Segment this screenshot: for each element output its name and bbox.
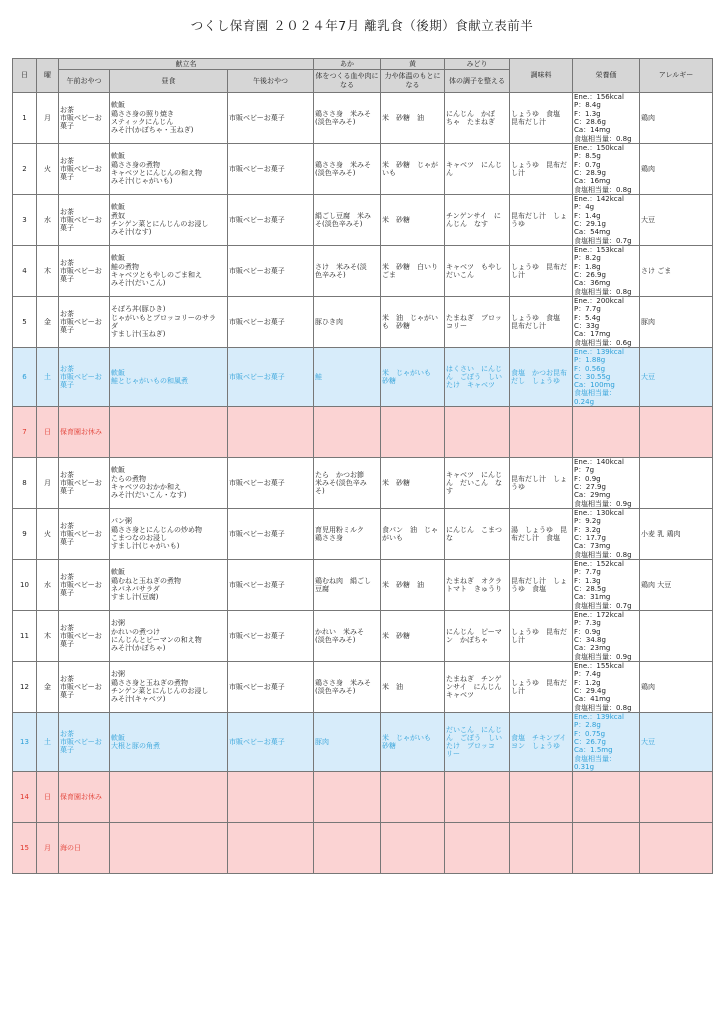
- nutrition-cell: Ene.：150kcal P：8.5g F：0.7g C：28.9g Ca：16mg 食塩相当量：0.8g: [573, 144, 640, 195]
- allergy-cell: 大豆: [640, 713, 713, 772]
- red-group-cell: 鮭: [314, 348, 381, 407]
- seasoning-cell: しょうゆ 昆布だ し汁: [510, 246, 573, 297]
- menu-row-day-13: [13, 713, 713, 772]
- green-group-cell: [445, 407, 510, 458]
- menu-row-day-10: [13, 560, 713, 611]
- morning-snack-cell: お茶 市販ベビーお 菓子: [59, 144, 110, 195]
- yellow-group-cell: 米 砂糖: [381, 611, 445, 662]
- day-cell: 15: [13, 823, 37, 874]
- afternoon-snack-cell: 市販ベビーお菓子: [228, 458, 314, 509]
- nutrition-cell: Ene.：200kcal P：7.7g F：5.4g C：33g Ca：17mg 食塩相当量：0.6g: [573, 297, 640, 348]
- lunch-cell: 軟飯 鶏ささ身の煮物 キャベツとにんじんの和え物 みそ汁(じゃがいも): [110, 144, 228, 195]
- day-cell: 14: [13, 772, 37, 823]
- menu-row-day-6: [13, 348, 713, 407]
- seasoning-cell: 昆布だし汁 しょ うゆ: [510, 458, 573, 509]
- green-group-cell: チンゲンサイ に んじん なす: [445, 195, 510, 246]
- day-cell: 13: [13, 713, 37, 772]
- nutrition-cell: Ene.：153kcal P：8.2g F：1.8g C：26.9g Ca：36mg 食塩相当量：0.8g: [573, 246, 640, 297]
- afternoon-snack-cell: 市販ベビーお菓子: [228, 195, 314, 246]
- afternoon-snack-cell: 市販ベビーお菓子: [228, 560, 314, 611]
- day-cell: 12: [13, 662, 37, 713]
- menu-row-day-11: [13, 611, 713, 662]
- lunch-cell: [110, 823, 228, 874]
- seasoning-cell: しょうゆ 食塩 昆布だし汁: [510, 297, 573, 348]
- red-group-cell: [314, 772, 381, 823]
- red-group-cell: [314, 407, 381, 458]
- menu-row-day-15: [13, 823, 713, 874]
- weekday-cell: 火: [37, 144, 59, 195]
- header-morning-snack: 午前おやつ: [59, 70, 110, 93]
- afternoon-snack-cell: [228, 772, 314, 823]
- weekday-cell: 日: [37, 772, 59, 823]
- menu-row-day-7: [13, 407, 713, 458]
- day-cell: 11: [13, 611, 37, 662]
- weekday-cell: 水: [37, 195, 59, 246]
- lunch-cell: 軟飯 鮭とじゃがいもの和風煮: [110, 348, 228, 407]
- yellow-group-cell: 米 砂糖 油: [381, 560, 445, 611]
- lunch-cell: [110, 772, 228, 823]
- menu-row-day-4: [13, 246, 713, 297]
- lunch-cell: [110, 407, 228, 458]
- day-cell: 5: [13, 297, 37, 348]
- green-group-cell: [445, 772, 510, 823]
- allergy-cell: 鶏肉: [640, 144, 713, 195]
- header-nutrition: 栄養価: [573, 59, 640, 93]
- seasoning-cell: [510, 823, 573, 874]
- yellow-group-cell: 米 砂糖 白いり ごま: [381, 246, 445, 297]
- green-group-cell: キャベツ もやし だいこん: [445, 246, 510, 297]
- red-group-cell: 絹ごし豆腐 米み そ(淡色辛みそ): [314, 195, 381, 246]
- lunch-cell: パン粥 鶏ささ身とにんじんの炒め物 こまつなのお浸し すまし汁(じゃがいも): [110, 509, 228, 560]
- afternoon-snack-cell: 市販ベビーお菓子: [228, 509, 314, 560]
- nutrition-cell: Ene.：172kcal P：7.3g F：0.9g C：34.8g Ca：23mg 食塩相当量：0.9g: [573, 611, 640, 662]
- day-cell: 4: [13, 246, 37, 297]
- afternoon-snack-cell: 市販ベビーお菓子: [228, 662, 314, 713]
- seasoning-cell: 食塩 かつお昆布 だし しょうゆ: [510, 348, 573, 407]
- morning-snack-cell: お茶 市販ベビーお 菓子: [59, 348, 110, 407]
- yellow-group-cell: 米 じゃがいも 砂糖: [381, 713, 445, 772]
- green-group-cell: たまねぎ ブロッ コリー: [445, 297, 510, 348]
- allergy-cell: 大豆: [640, 348, 713, 407]
- menu-row-day-12: [13, 662, 713, 713]
- menu-row-day-5: [13, 297, 713, 348]
- header-red: あか: [314, 59, 381, 70]
- afternoon-snack-cell: 市販ベビーお菓子: [228, 611, 314, 662]
- day-cell: 3: [13, 195, 37, 246]
- red-group-cell: 鶏ささ身 米みそ (淡色辛みそ): [314, 144, 381, 195]
- seasoning-cell: 湯 しょうゆ 昆 布だし汁 食塩: [510, 509, 573, 560]
- morning-snack-cell: お茶 市販ベビーお 菓子: [59, 93, 110, 144]
- lunch-cell: 軟飯 大根と豚の角煮: [110, 713, 228, 772]
- allergy-cell: 鶏肉: [640, 93, 713, 144]
- header-seasoning: 調味料: [510, 59, 573, 93]
- yellow-group-cell: 米 砂糖: [381, 458, 445, 509]
- yellow-group-cell: 食パン 油 じゃ がいも: [381, 509, 445, 560]
- header-green: みどり: [445, 59, 510, 70]
- afternoon-snack-cell: [228, 407, 314, 458]
- green-group-cell: はくさい にんじ ん ごぼう しい たけ キャベツ: [445, 348, 510, 407]
- header-afternoon-snack: 午後おやつ: [228, 70, 314, 93]
- yellow-group-cell: 米 砂糖 油: [381, 93, 445, 144]
- menu-table: [12, 58, 713, 874]
- weekday-cell: 月: [37, 458, 59, 509]
- nutrition-cell: Ene.：139kcal P：2.8g F：0.75g C：26.7g Ca：1.5mg 食塩相当量： 0.31g: [573, 713, 640, 772]
- nutrition-cell: Ene.：139kcal P：1.88g F：0.56g C：30.55g Ca：100mg 食塩相当量： 0.24g: [573, 348, 640, 407]
- header-menu-name: 献立名: [59, 59, 314, 70]
- afternoon-snack-cell: 市販ベビーお菓子: [228, 713, 314, 772]
- nutrition-cell: Ene.：140kcal P：7g F：0.9g C：27.9g Ca：29mg 食塩相当量：0.9g: [573, 458, 640, 509]
- morning-snack-cell: 保育園お休み: [59, 407, 110, 458]
- red-group-cell: かれい 米みそ (淡色辛みそ): [314, 611, 381, 662]
- header-yellow: 黄: [381, 59, 445, 70]
- day-cell: 10: [13, 560, 37, 611]
- green-group-cell: たまねぎ チンゲ ンサイ にんじん キャベツ: [445, 662, 510, 713]
- yellow-group-cell: 米 油: [381, 662, 445, 713]
- weekday-cell: 土: [37, 713, 59, 772]
- allergy-cell: [640, 823, 713, 874]
- afternoon-snack-cell: 市販ベビーお菓子: [228, 246, 314, 297]
- allergy-cell: [640, 407, 713, 458]
- menu-row-day-3: [13, 195, 713, 246]
- allergy-cell: [640, 772, 713, 823]
- day-cell: 1: [13, 93, 37, 144]
- weekday-cell: 金: [37, 662, 59, 713]
- allergy-cell: 小麦 乳 鶏肉: [640, 509, 713, 560]
- weekday-cell: 木: [37, 611, 59, 662]
- seasoning-cell: 昆布だし汁 しょ うゆ: [510, 195, 573, 246]
- day-cell: 7: [13, 407, 37, 458]
- allergy-cell: さけ ごま: [640, 246, 713, 297]
- morning-snack-cell: お茶 市販ベビーお 菓子: [59, 458, 110, 509]
- weekday-cell: 火: [37, 509, 59, 560]
- menu-row-day-1: [13, 93, 713, 144]
- nutrition-cell: [573, 407, 640, 458]
- morning-snack-cell: お茶 市販ベビーお 菓子: [59, 713, 110, 772]
- green-group-cell: キャベツ にんじ ん: [445, 144, 510, 195]
- red-group-cell: [314, 823, 381, 874]
- morning-snack-cell: お茶 市販ベビーお 菓子: [59, 297, 110, 348]
- green-group-cell: にんじん こまつ な: [445, 509, 510, 560]
- seasoning-cell: 昆布だし汁 しょ うゆ 食塩: [510, 560, 573, 611]
- allergy-cell: 大豆: [640, 195, 713, 246]
- nutrition-cell: Ene.：130kcal P：9.2g F：3.2g C：17.7g Ca：73mg 食塩相当量：0.8g: [573, 509, 640, 560]
- morning-snack-cell: 海の日: [59, 823, 110, 874]
- yellow-group-cell: 米 油 じゃがい も 砂糖: [381, 297, 445, 348]
- weekday-cell: 水: [37, 560, 59, 611]
- seasoning-cell: しょうゆ 食塩 昆布だし汁: [510, 93, 573, 144]
- day-cell: 8: [13, 458, 37, 509]
- nutrition-cell: Ene.：142kcal P：4g F：1.4g C：29.1g Ca：54mg 食塩相当量：0.7g: [573, 195, 640, 246]
- green-group-cell: たまねぎ オクラ トマト きゅうり: [445, 560, 510, 611]
- green-group-cell: だいこん にんじ ん ごぼう しい たけ ブロッコ リー: [445, 713, 510, 772]
- red-group-cell: 鶏ささ身 米みそ (淡色辛みそ): [314, 662, 381, 713]
- header-weekday: 曜: [37, 59, 59, 93]
- menu-row-day-9: [13, 509, 713, 560]
- yellow-group-cell: 米 じゃがいも 砂糖: [381, 348, 445, 407]
- menu-row-day-14: [13, 772, 713, 823]
- yellow-group-cell: [381, 823, 445, 874]
- seasoning-cell: しょうゆ 昆布だ し汁: [510, 611, 573, 662]
- nutrition-cell: Ene.：156kcal P：8.4g F：1.3g C：28.6g Ca：14mg 食塩相当量：0.8g: [573, 93, 640, 144]
- red-group-cell: 鶏ささ身 米みそ (淡色辛みそ): [314, 93, 381, 144]
- weekday-cell: 月: [37, 823, 59, 874]
- red-group-cell: 豚肉: [314, 713, 381, 772]
- morning-snack-cell: お茶 市販ベビーお 菓子: [59, 611, 110, 662]
- seasoning-cell: [510, 772, 573, 823]
- header-red-sub: 体をつくる血や肉になる: [314, 70, 381, 93]
- morning-snack-cell: お茶 市販ベビーお 菓子: [59, 662, 110, 713]
- menu-body: [13, 93, 713, 874]
- lunch-cell: お粥 鶏ささ身と玉ねぎの煮物 チンゲン菜とにんじんのお浸し みそ汁(キャベツ): [110, 662, 228, 713]
- seasoning-cell: [510, 407, 573, 458]
- header-allergy: アレルギー: [640, 59, 713, 93]
- page-title: つくし保育園 ２０２４年7月 離乳食（後期）食献立表前半: [190, 18, 534, 33]
- green-group-cell: キャベツ にんじ ん だいこん な す: [445, 458, 510, 509]
- allergy-cell: 豚肉: [640, 297, 713, 348]
- lunch-cell: お粥 かれいの煮つけ にんじんとピーマンの和え物 みそ汁(かぼちゃ): [110, 611, 228, 662]
- header-green-sub: 体の調子を整える: [445, 70, 510, 93]
- red-group-cell: たら かつお節 米みそ(淡色辛み そ): [314, 458, 381, 509]
- green-group-cell: [445, 823, 510, 874]
- red-group-cell: さけ 米みそ(淡 色辛みそ): [314, 246, 381, 297]
- yellow-group-cell: 米 砂糖: [381, 195, 445, 246]
- weekday-cell: 木: [37, 246, 59, 297]
- allergy-cell: 鶏肉: [640, 662, 713, 713]
- afternoon-snack-cell: 市販ベビーお菓子: [228, 144, 314, 195]
- red-group-cell: 豚ひき肉: [314, 297, 381, 348]
- lunch-cell: 軟飯 鶏ささ身の照り焼き スティックにんじん みそ汁(かぼちゃ・玉ねぎ): [110, 93, 228, 144]
- seasoning-cell: しょうゆ 昆布だ し汁: [510, 662, 573, 713]
- morning-snack-cell: お茶 市販ベビーお 菓子: [59, 246, 110, 297]
- menu-row-day-2: [13, 144, 713, 195]
- afternoon-snack-cell: 市販ベビーお菓子: [228, 297, 314, 348]
- lunch-cell: 軟飯 たらの煮物 キャベツのおかか和え みそ汁(だいこん・なす): [110, 458, 228, 509]
- afternoon-snack-cell: 市販ベビーお菓子: [228, 348, 314, 407]
- morning-snack-cell: お茶 市販ベビーお 菓子: [59, 195, 110, 246]
- yellow-group-cell: [381, 772, 445, 823]
- seasoning-cell: 食塩 チキンブイ ヨン しょうゆ: [510, 713, 573, 772]
- red-group-cell: 鶏むね肉 絹ごし 豆腐: [314, 560, 381, 611]
- afternoon-snack-cell: 市販ベビーお菓子: [228, 93, 314, 144]
- morning-snack-cell: お茶 市販ベビーお 菓子: [59, 560, 110, 611]
- lunch-cell: 軟飯 鮭の煮物 キャベツともやしのごま和え みそ汁(だいこん): [110, 246, 228, 297]
- green-group-cell: にんじん かぼ ちゃ たまねぎ: [445, 93, 510, 144]
- lunch-cell: 軟飯 煮奴 チンゲン菜とにんじんのお浸し みそ汁(なす): [110, 195, 228, 246]
- allergy-cell: [640, 611, 713, 662]
- day-cell: 9: [13, 509, 37, 560]
- afternoon-snack-cell: [228, 823, 314, 874]
- yellow-group-cell: [381, 407, 445, 458]
- red-group-cell: 育児用粉ミルク 鶏ささ身: [314, 509, 381, 560]
- yellow-group-cell: 米 砂糖 じゃが いも: [381, 144, 445, 195]
- nutrition-cell: Ene.：152kcal P：7.7g F：1.3g C：28.5g Ca：31mg 食塩相当量：0.7g: [573, 560, 640, 611]
- day-cell: 2: [13, 144, 37, 195]
- seasoning-cell: しょうゆ 昆布だ し汁: [510, 144, 573, 195]
- header-lunch: 昼食: [110, 70, 228, 93]
- allergy-cell: 鶏肉 大豆: [640, 560, 713, 611]
- nutrition-cell: [573, 772, 640, 823]
- nutrition-cell: [573, 823, 640, 874]
- weekday-cell: 日: [37, 407, 59, 458]
- morning-snack-cell: お茶 市販ベビーお 菓子: [59, 509, 110, 560]
- morning-snack-cell: 保育園お休み: [59, 772, 110, 823]
- lunch-cell: 軟飯 鶏むねと玉ねぎの煮物 ネバネバサラダ すまし汁(豆腐): [110, 560, 228, 611]
- allergy-cell: [640, 458, 713, 509]
- lunch-cell: そぼろ丼(豚ひき) じゃがいもとブロッコリーのサラ ダ すまし汁(玉ねぎ): [110, 297, 228, 348]
- nutrition-cell: Ene.：155kcal P：7.4g F：1.2g C：29.4g Ca：41mg 食塩相当量：0.8g: [573, 662, 640, 713]
- weekday-cell: 月: [37, 93, 59, 144]
- weekday-cell: 土: [37, 348, 59, 407]
- header-yellow-sub: 力や体温のもとになる: [381, 70, 445, 93]
- weekday-cell: 金: [37, 297, 59, 348]
- green-group-cell: にんじん ピーマ ン かぼちゃ: [445, 611, 510, 662]
- header-day: 日: [13, 59, 37, 93]
- menu-row-day-8: [13, 458, 713, 509]
- day-cell: 6: [13, 348, 37, 407]
